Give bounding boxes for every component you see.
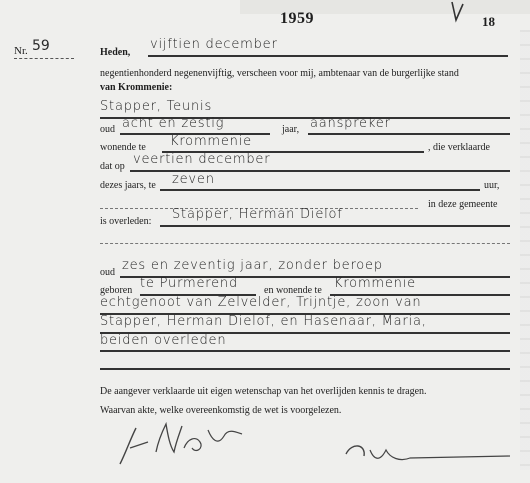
jaar-label: jaar, [282, 124, 300, 135]
parents-status-rule [100, 350, 510, 352]
record-number-value: 59 [32, 38, 50, 54]
signature-icon [340, 432, 520, 472]
closing-statement: De aangever verklaarde uit eigen wetenschap van het overlijden kennis te dragen. [100, 386, 427, 397]
declarant-occupation: aanspreker [310, 116, 391, 131]
oud-label: oud [100, 124, 115, 135]
registration-date-line [148, 55, 508, 57]
birthplace: te Purmerend [140, 276, 239, 291]
parents-line: Stapper, Herman Dielof, en Hasenaar, Maria, [100, 314, 427, 329]
reading-statement: Waarvan akte, welke overeenkomstig de wet is voorgelezen. [100, 405, 342, 416]
death-hour: zeven [172, 172, 215, 187]
en-wonende-te-label: en wonende te [264, 285, 322, 296]
register-year: 1959 [280, 10, 314, 27]
geboren-label: geboren [100, 285, 133, 296]
municipality-label: van Krommenie: [100, 82, 173, 93]
declarant-occupation-line [308, 133, 510, 135]
checkmark-icon [0, 0, 530, 40]
deceased-age-occupation: zes en zeventig jaar, zonder beroep [122, 258, 383, 273]
spouse-line: echtgenoot van Zelvelder, Trijntje, zoon van [100, 295, 422, 310]
declarant-residence: Krommenie [170, 134, 252, 149]
heden-label: Heden, [100, 47, 131, 58]
oud2-label: oud [100, 267, 115, 278]
declarant-name: Stapper, Teunis [100, 99, 213, 114]
death-hour-line [160, 189, 480, 191]
deceased-name: Stapper, Herman Dielof [172, 207, 343, 222]
deceased-residence: Krommenie [334, 276, 416, 291]
blank-rule [100, 368, 510, 370]
parents-status: beiden overleden [100, 333, 227, 348]
registration-date: vijftien december [150, 37, 278, 52]
declarant-age: acht en zestig [122, 116, 225, 131]
dat-op-label: dat op [100, 161, 125, 172]
record-number-underline [14, 58, 74, 59]
deceased-name-line [160, 225, 510, 227]
adjacent-page-edge [520, 30, 530, 470]
record-number-label: Nr. [14, 45, 28, 57]
die-verklaarde-label: , die verklaarde [428, 142, 490, 153]
uur-label: uur, [484, 180, 500, 191]
signature-icon [112, 418, 262, 470]
dezes-jaars-label: dezes jaars, te [100, 180, 156, 191]
is-overleden-label: is overleden: [100, 216, 152, 227]
wonende-te-label: wonende te [100, 142, 146, 153]
blank-line [100, 243, 510, 244]
intro-line: negentienhonderd negenenvijftig, verscheen voor mij, ambtenaar van de burgerlijke stand [100, 68, 459, 79]
death-date: veertien december [133, 152, 271, 167]
in-deze-gemeente-label: in deze gemeente [428, 199, 498, 210]
page-number: 18 [482, 14, 495, 29]
